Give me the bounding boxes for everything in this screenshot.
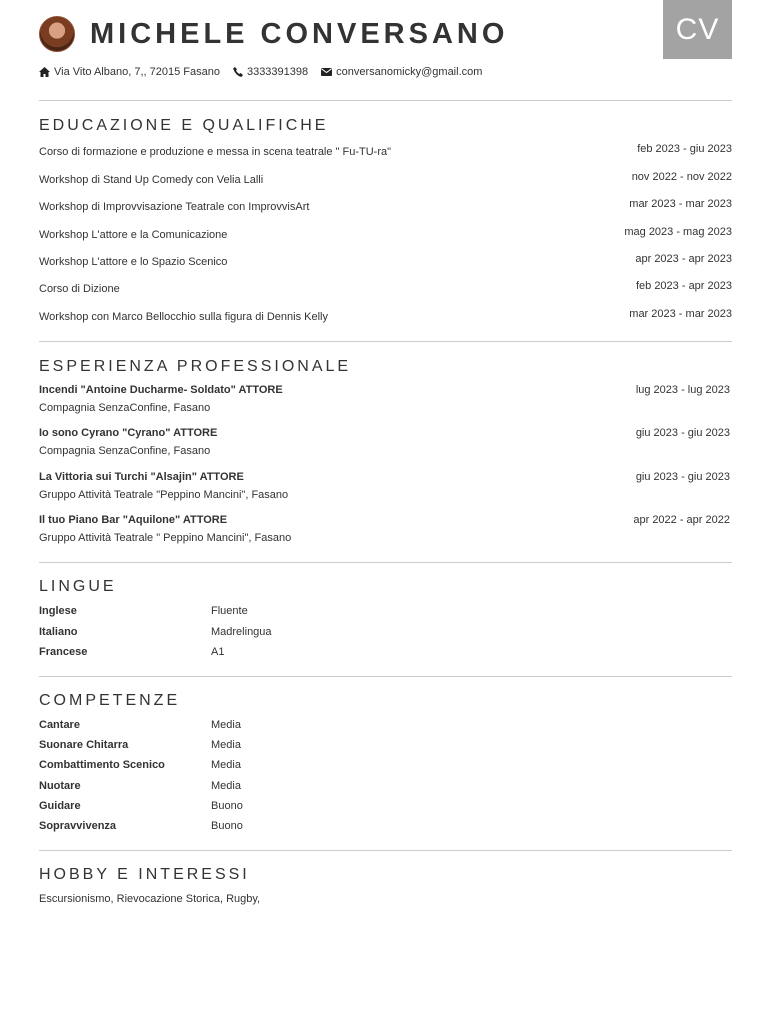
education-date: feb 2023 - apr 2023: [635, 280, 732, 292]
hobbies-text: Escursionismo, Rievocazione Storica, Rugby,: [39, 893, 261, 905]
language-level: Fluente: [211, 605, 248, 617]
education-date: apr 2023 - apr 2023: [635, 253, 732, 265]
phone-icon: [233, 67, 243, 77]
skill-name: Nuotare: [39, 779, 81, 792]
education-title: Workshop L'attore e la Comunicazione: [39, 229, 228, 241]
education-date: mar 2023 - mar 2023: [629, 198, 732, 210]
education-title: Corso di Dizione: [39, 283, 120, 295]
email-text[interactable]: conversanomicky@gmail.com: [336, 66, 483, 78]
experience-organization: Gruppo Attività Teatrale " Peppino Mancini", Fasano: [39, 532, 292, 544]
contact-phone: [233, 66, 308, 78]
experience-role: La Vittoria sui Turchi "Alsajin" ATTORE: [39, 471, 244, 483]
skill-level: Media: [211, 759, 241, 772]
skill-name: Cantare: [39, 719, 80, 731]
section-title-languages: LINGUE: [39, 578, 117, 595]
experience-organization: Gruppo Attività Teatrale "Peppino Mancini", Fasano: [39, 489, 289, 501]
mail-icon: [321, 68, 332, 76]
skill-name: Suonare Chitarra: [39, 739, 129, 752]
divider: [39, 341, 732, 342]
phone-text: 3333391398: [246, 66, 309, 78]
skill-level: Media: [211, 719, 241, 731]
education-title: Workshop di Improvvisazione Teatrale con ImprovvisArt: [39, 201, 310, 213]
language-level: Madrelingua: [211, 625, 272, 638]
skill-level: Media: [211, 739, 241, 752]
skill-level: Buono: [211, 799, 243, 812]
language-level: A1: [211, 646, 225, 658]
experience-role: Incendi "Antoine Ducharme- Soldato" ATTORE: [39, 384, 283, 396]
language-name: Inglese: [39, 605, 77, 617]
experience-date: giu 2023 - giu 2023: [635, 471, 730, 483]
divider: [39, 100, 732, 101]
cv-badge: CV: [663, 0, 732, 59]
contact-email[interactable]: [321, 66, 482, 78]
experience-date: apr 2022 - apr 2022: [633, 514, 730, 526]
section-title-experience: ESPERIENZA PROFESSIONALE: [39, 358, 352, 375]
experience-role: Io sono Cyrano "Cyrano" ATTORE: [39, 427, 218, 439]
section-title-skills: COMPETENZE: [39, 692, 181, 709]
experience-date: giu 2023 - giu 2023: [635, 427, 730, 439]
education-title: Workshop L'attore e lo Spazio Scenico: [39, 256, 228, 268]
education-date: mag 2023 - mag 2023: [624, 226, 732, 238]
education-title: Workshop di Stand Up Comedy con Velia Lalli: [39, 174, 264, 186]
section-title-hobbies: HOBBY E INTERESSI: [39, 866, 250, 883]
education-date: mar 2023 - mar 2023: [629, 308, 732, 320]
education-date: feb 2023 - giu 2023: [637, 143, 732, 155]
experience-role: Il tuo Piano Bar "Aquilone" ATTORE: [39, 514, 228, 526]
contact-address: [39, 66, 220, 78]
skill-level: Media: [211, 779, 241, 792]
education-date: nov 2022 - nov 2022: [631, 171, 732, 183]
language-name: Francese: [39, 646, 88, 658]
address-text: Via Vito Albano, 7,, 72015 Fasano: [54, 66, 220, 78]
profile-header: [39, 16, 508, 52]
divider: [39, 562, 732, 563]
divider: [39, 850, 732, 851]
education-title: Corso di formazione e produzione e messa in scena teatrale " Fu-TU-ra": [39, 146, 392, 158]
contact-bar: [39, 66, 495, 78]
candidate-name: MICHELE CONVERSANO: [90, 17, 509, 50]
section-title-education: EDUCAZIONE E QUALIFICHE: [39, 117, 329, 134]
experience-date: lug 2023 - lug 2023: [635, 384, 730, 396]
experience-organization: Compagnia SenzaConfine, Fasano: [39, 402, 211, 414]
skill-name: Sopravvivenza: [39, 820, 117, 832]
divider: [39, 676, 732, 677]
avatar: [39, 16, 75, 52]
education-title: Workshop con Marco Bellocchio sulla figura di Dennis Kelly: [39, 311, 328, 323]
language-name: Italiano: [39, 625, 78, 638]
experience-organization: Compagnia SenzaConfine, Fasano: [39, 445, 211, 457]
skill-name: Guidare: [39, 799, 81, 812]
home-icon: [39, 67, 50, 77]
skill-name: Combattimento Scenico: [39, 759, 165, 772]
skill-level: Buono: [211, 820, 243, 832]
